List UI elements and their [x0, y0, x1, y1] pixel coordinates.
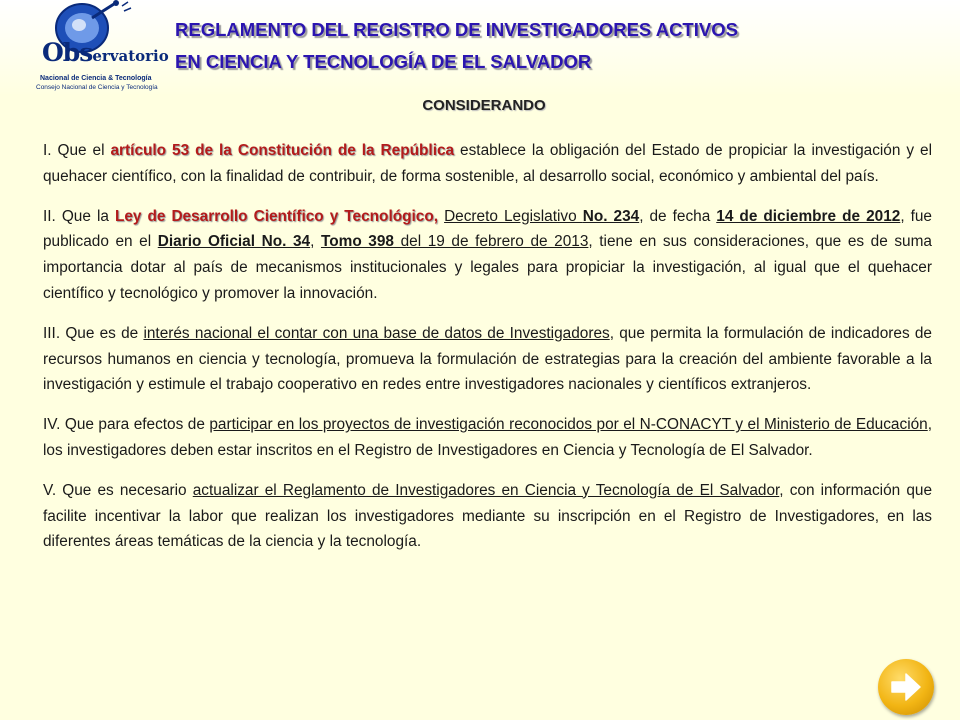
p3-text: III. Que es de	[43, 324, 144, 342]
slide-title-line-2: EN CIENCIA Y TECNOLOGÍA DE EL SALVADOR	[175, 51, 592, 72]
p4-text: IV. Que para efectos de	[43, 416, 210, 434]
p2-text: II. Que la	[43, 207, 115, 225]
p2-date: 14 de diciembre de 2012	[716, 207, 901, 225]
next-slide-button[interactable]	[878, 659, 934, 715]
p2-emphasis: Ley de Desarrollo Científico y Tecnológico,	[114, 207, 439, 225]
logo-wordmark-part1: Obs	[42, 38, 93, 67]
p2-decreto-number: No. 234	[582, 207, 640, 225]
p3-text-rest: , que permita la formulación de indicadores de recursos humanos en ciencia y tecnología, promueva la formulación de estrategias para la creación del ambiente favorable a la investigación y estimule el trabajo cooperativo en redes entre investigadores nacionales y científicos extranjeros.	[43, 324, 932, 394]
p2-comma: ,	[310, 233, 321, 251]
p5-text-rest: , con información que facilite incentivar la labor que realizan los investigadores mediante su inscripción en el Registro de Investigadores, en las diferentes áreas temáticas de la ciencia y la tecnología.	[43, 481, 933, 551]
slide-header	[0, 0, 960, 96]
p2-text-rest: , tiene en sus consideraciones, que es de suma importancia dotar al país de mecanismos institucionales y legales para propiciar la investigación, al igual que el quehacer científico y tecnológico y promover la innovación.	[43, 233, 932, 302]
p4-text-rest: , los investigadores deben estar inscritos en el Registro de Investigadores en Ciencia y Tecnología de El Salvador.	[43, 416, 933, 459]
p4-underlined: participar en los proyectos de investigación reconocidos por el N-CONACYT y el Ministerio de Educación	[209, 416, 928, 434]
p1-text: I. Que el	[43, 142, 111, 159]
p2-publication-date: del 19 de febrero de 2013	[393, 233, 589, 251]
p2-diario-oficial: Diario Oficial No. 34	[157, 233, 311, 251]
p3-underlined: interés nacional el contar con una base de datos de Investigadores	[143, 324, 610, 342]
p1-emphasis: artículo 53 de la Constitución de la República	[110, 142, 455, 159]
p5-underlined: actualizar el Reglamento de Investigadores en Ciencia y Tecnología de El Salvador	[192, 481, 780, 499]
paragraph-5	[43, 478, 932, 555]
logo-subtitle-1: Nacional de Ciencia & Tecnología	[40, 75, 152, 82]
paragraph-4	[43, 412, 932, 464]
p1-text-rest: establece la obligación del Estado de propiciar la investigación y el quehacer científico, con la finalidad de contribuir, de forma sostenible, al desarrollo social, económico y ambiental del país.	[43, 142, 933, 185]
paragraph-1	[43, 138, 932, 190]
considerando-body	[43, 138, 932, 568]
p2-text-3: , fue publicado en el	[43, 207, 932, 251]
slide-title-line-1: REGLAMENTO DEL REGISTRO DE INVESTIGADORES ACTIVOS	[175, 19, 738, 40]
p2-text-2: , de fecha	[639, 207, 717, 225]
paragraph-2	[43, 204, 932, 307]
logo-subtitle-2: Consejo Nacional de Ciencia y Tecnología	[36, 84, 158, 91]
observatorio-logo	[30, 0, 170, 96]
p2-decreto: Decreto Legislativo	[444, 207, 583, 225]
paragraph-3	[43, 321, 932, 398]
arrow-right-icon	[888, 669, 924, 705]
p2-tomo: Tomo 398	[320, 233, 394, 251]
p5-text: V. Que es necesario	[43, 481, 193, 499]
logo-wordmark-part2: ervatorio	[92, 47, 169, 65]
section-heading: CONSIDERANDO	[422, 97, 546, 114]
logo-wordmark	[42, 38, 169, 67]
